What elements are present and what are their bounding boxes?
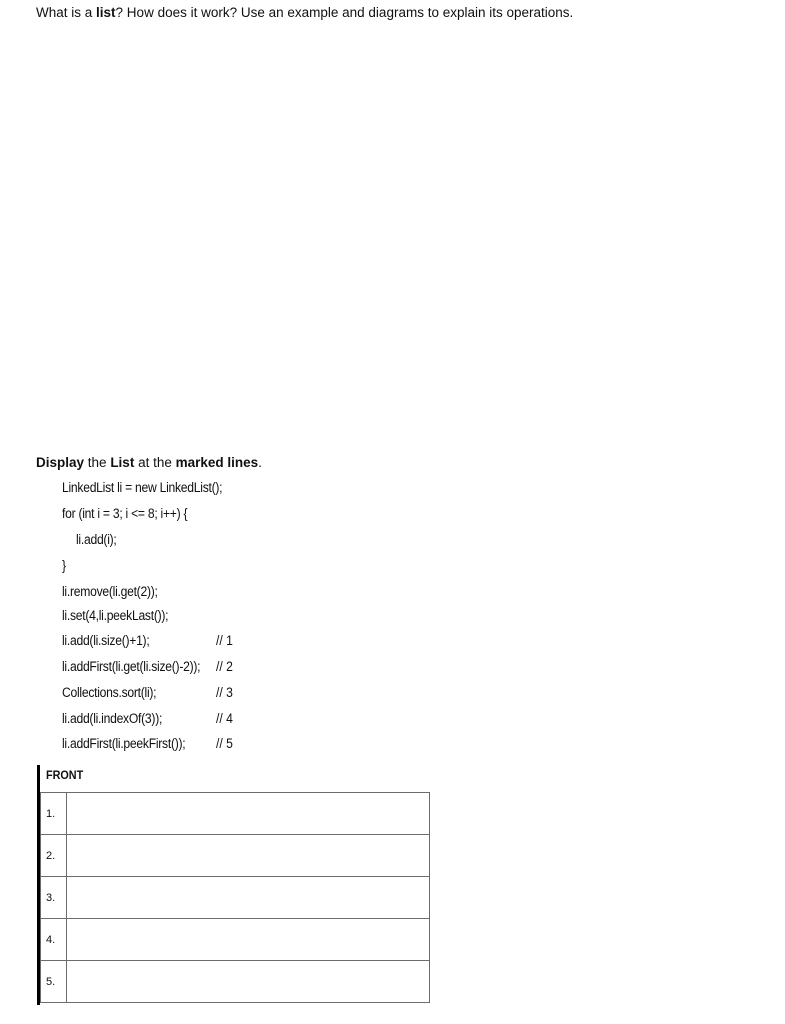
table-row (41, 835, 430, 877)
question-two-keyword-list: List (110, 455, 135, 470)
row-number: 4. (41, 919, 67, 961)
code-line-6: li.set(4,li.peekLast()); (62, 608, 169, 623)
code-line-1: LinkedList li = new LinkedList(); (62, 480, 223, 495)
code-line-11: li.addFirst(li.peekFirst()); (62, 736, 186, 751)
table-row (41, 793, 430, 835)
answer-cell-3[interactable] (67, 877, 430, 919)
answer-cell-1[interactable] (67, 793, 430, 835)
front-label: FRONT (46, 768, 84, 782)
table-row (41, 961, 430, 1003)
table-row (41, 919, 430, 961)
question-two-text-a: the (84, 455, 111, 470)
row-number: 2. (41, 835, 67, 877)
code-comment-2: // 2 (216, 659, 233, 674)
code-comment-1: // 1 (216, 633, 233, 648)
row-number: 5. (41, 961, 67, 1003)
code-line-7: li.add(li.size()+1); (62, 633, 150, 648)
answer-cell-5[interactable] (67, 961, 430, 1003)
question-one-text-b: ? How does it work? Use an example and diagrams to explain its operations. (115, 5, 574, 20)
code-line-9: Collections.sort(li); (62, 685, 157, 700)
code-line-5: li.remove(li.get(2)); (62, 584, 158, 599)
question-two-keyword-marked-lines: marked lines (175, 455, 259, 470)
answer-table (40, 792, 430, 1003)
question-one-keyword: list (96, 5, 116, 20)
code-line-3: li.add(i); (76, 532, 117, 547)
table-row (41, 877, 430, 919)
question-two (36, 454, 262, 472)
answer-cell-2[interactable] (67, 835, 430, 877)
row-number: 3. (41, 877, 67, 919)
question-two-keyword-display: Display (36, 455, 85, 470)
answer-cell-4[interactable] (67, 919, 430, 961)
code-line-4: } (62, 558, 66, 573)
question-one (36, 4, 776, 22)
question-one-text-a: What is a (36, 5, 97, 20)
question-two-text-c: . (258, 455, 262, 470)
code-comment-3: // 3 (216, 685, 233, 700)
code-comment-4: // 4 (216, 711, 233, 726)
code-comment-5: // 5 (216, 736, 233, 751)
row-number: 1. (41, 793, 67, 835)
question-two-text-b: at the (134, 455, 176, 470)
code-line-2: for (int i = 3; i <= 8; i++) { (62, 506, 188, 521)
code-line-10: li.add(li.indexOf(3)); (62, 711, 163, 726)
code-line-8: li.addFirst(li.get(li.size()-2)); (62, 659, 201, 674)
